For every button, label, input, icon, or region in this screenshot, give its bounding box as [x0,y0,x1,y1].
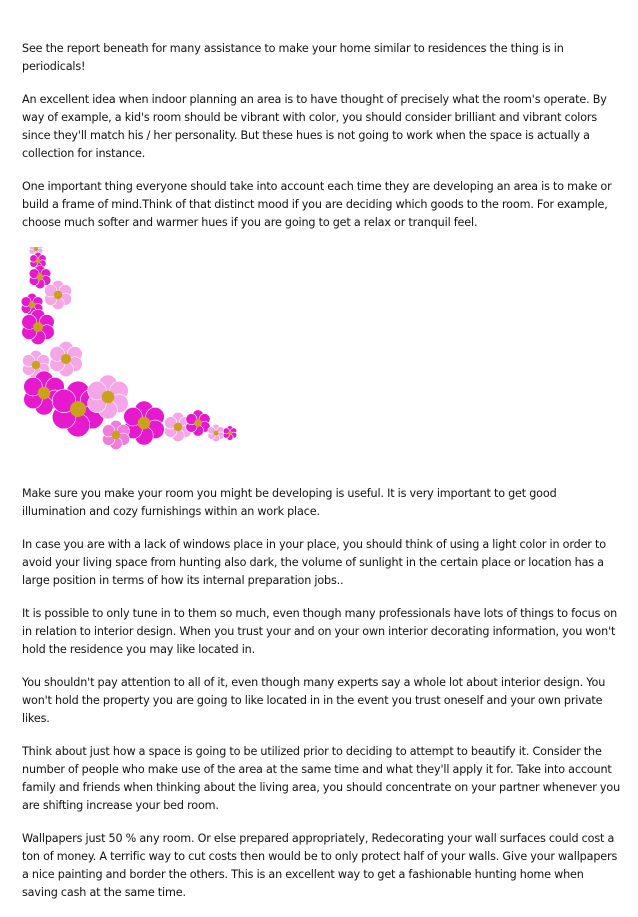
flower-center [228,431,232,435]
flower-17 [223,426,237,441]
flower-center [102,391,115,404]
paragraph-experts: You shouldn't pay attention to all of it, even though many experts say a whole lot about interior design. You won't hold the property you are going to like located in in the event you trust oneself and your own private likes. [22,676,606,725]
flower-center [29,302,36,309]
flower-4 [44,280,71,309]
flower-center [70,401,86,417]
flower-center [34,247,38,251]
flower-15 [186,410,210,436]
flower-center [54,291,62,299]
flower-6 [22,309,55,344]
flower-center [194,419,202,427]
flower-center [61,354,71,364]
paragraph-wallpapers: Wallpapers just 50 % any room. Or else prepared appropriately, Redecorating your wall surfaces could cost a ton of money. A terrific way to cut costs then would be to only protect half of your walls. Give your wallpapers a nice painting and border the others. This is an excellent way to get a fashionable hunting home when saving cash at the same time. [22,832,618,899]
paragraph-intro: See the report beneath for many assistance to make your home similar to residences the thing is in periodicals! [22,42,564,73]
flower-16 [208,424,224,442]
flower-center [112,431,120,439]
paragraph-mood: One important thing everyone should take into account each time they are developing an area is to make or build a frame of mind.Think of that distinct mood if you are deciding which goods to the room. For example, choose much softer and warmer hues if you are going to get a relax or tranquil feel. [22,180,612,229]
paragraph-room-function: An excellent idea when indoor planning an area is to have thought of precisely what the room's operate. By way of example, a kid's room should be vibrant with color, you should consider brilliant and vibrant colors since they'll match his / her personality. But these hues is not going to work when the space is actually a collection for instance. [22,93,607,160]
paragraph-tune-in: It is possible to only tune in to them so much, even though many professionals have lots of things to focus on in relation to interior design. When you trust your and on your own interior decorating information, you won't hold the residence you may like located in. [22,607,618,656]
paragraph-space-usage: Think about just how a space is going to be utilized prior to deciding to attempt to beautify it. Consider the number of people who make use of the area at the same time and what they'll apply it for. Take into account family and friends when thinking about the living area, you should concentrate on your partner whenever you are shifting increase your bed room. [22,745,621,812]
flower-corner-illustration [18,247,248,457]
flower-center [38,387,51,400]
paragraph-useful-room: Make sure you make your room you might be developing is useful. It is very important to get good illumination and cozy furnishings within an work place. [22,487,557,518]
flower-center [33,322,43,332]
flower-13 [102,420,129,449]
flower-center [174,423,182,431]
flower-center [213,430,218,435]
flower-center [138,417,151,430]
flower-center [32,361,40,369]
document-page [22,40,622,917]
flower-7 [50,341,83,376]
paragraph-light-color: In case you are with a lack of windows place in your place, you should think of using a light color in order to avoid your living space from hunting also dark, the volume of sunlight in the certain place or location has a large position in terms of how its internal preparation jobs.. [22,538,606,587]
flower-center [37,274,44,281]
flower-center [35,258,40,263]
